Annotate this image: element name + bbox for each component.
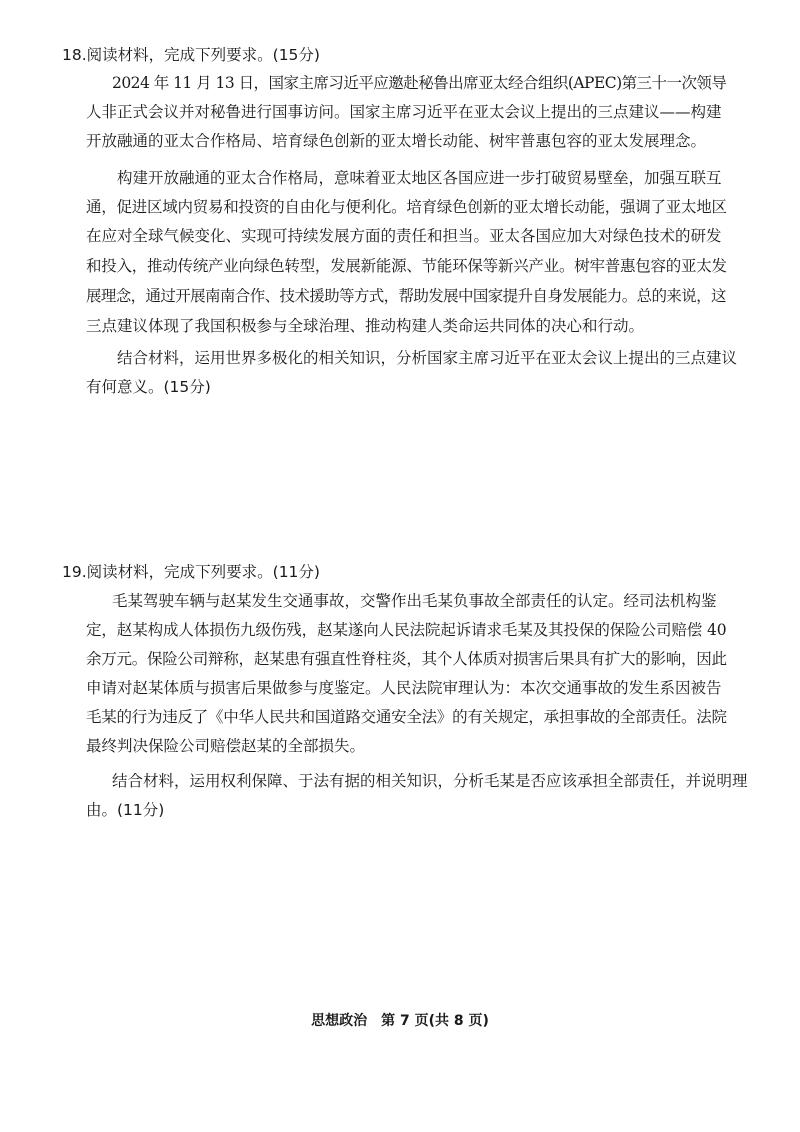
q18-material-line-2: 人非正式会议并对秘鲁进行国事访问。国家主席习近平在亚太会议上提出的三点建议——构建 <box>86 103 722 121</box>
q19-material-line-2: 定，赵某构成人体损伤九级伤残，赵某遂向人民法院起诉请求毛某及其投保的保险公司赔偿 40 <box>86 621 727 639</box>
q18-requirement-line-2: 有何意义。(15分) <box>86 378 211 396</box>
q18-material-line-4: 构建开放融通的亚太合作格局，意味着亚太地区各国应进一步打破贸易壁垒，加强互联互 <box>117 169 722 187</box>
q19-material-line-3: 余万元。保险公司辩称，赵某患有强直性脊柱炎，其个人体质对损害后果具有扩大的影响，因此 <box>86 650 727 668</box>
q19-material-line-6: 最终判决保险公司赔偿赵某的全部损失。 <box>86 737 366 755</box>
q19-requirement-line-2: 由。(11分) <box>86 801 165 819</box>
question-18-heading: 18.阅读材料，完成下列要求。(15分) <box>62 46 320 64</box>
q18-material-line-3: 开放融通的亚太合作格局、培育绿色创新的亚太增长动能、树牢普惠包容的亚太发展理念。 <box>86 132 707 150</box>
q18-material-line-6: 在应对全球气候变化、实现可持续发展方面的责任和担当。亚太各国应加大对绿色技术的研发 <box>86 227 722 245</box>
q19-material-line-4: 申请对赵某体质与损害后果做参与度鉴定。人民法院审理认为：本次交通事故的发生系因被告 <box>86 679 722 697</box>
q18-material-line-1: 2024 年 11 月 13 日，国家主席习近平应邀赴秘鲁出席亚太经合组织(APEC)第三十一次领导 <box>112 74 727 92</box>
q18-material-line-7: 和投入，推动传统产业向绿色转型，发展新能源、节能环保等新兴产业。树牢普惠包容的亚太发 <box>86 257 727 275</box>
page-footer: 思想政治 第 7 页(共 8 页) <box>311 1013 489 1029</box>
q18-material-line-9: 三点建议体现了我国积极参与全球治理、推动构建人类命运共同体的决心和行动。 <box>86 317 645 335</box>
q18-material-line-5: 通，促进区域内贸易和投资的自由化与便利化。培育绿色创新的亚太增长动能，强调了亚太地区 <box>86 198 727 216</box>
q18-requirement-line-1: 结合材料，运用世界多极化的相关知识，分析国家主席习近平在亚太会议上提出的三点建议 <box>117 349 738 367</box>
q19-requirement-line-1: 结合材料，运用权利保障、于法有据的相关知识，分析毛某是否应该承担全部责任，并说明理 <box>112 772 748 790</box>
q19-material-line-1: 毛某驾驶车辆与赵某发生交通事故，交警作出毛某负事故全部责任的认定。经司法机构鉴 <box>112 592 717 610</box>
q19-material-line-5: 毛某的行为违反了《中华人民共和国道路交通安全法》的有关规定，承担事故的全部责任。法院 <box>86 708 727 726</box>
q18-material-line-8: 展理念，通过开展南南合作、技术援助等方式，帮助发展中国家提升自身发展能力。总的来说，这 <box>86 287 726 305</box>
question-19-heading: 19.阅读材料，完成下列要求。(11分) <box>62 563 320 581</box>
